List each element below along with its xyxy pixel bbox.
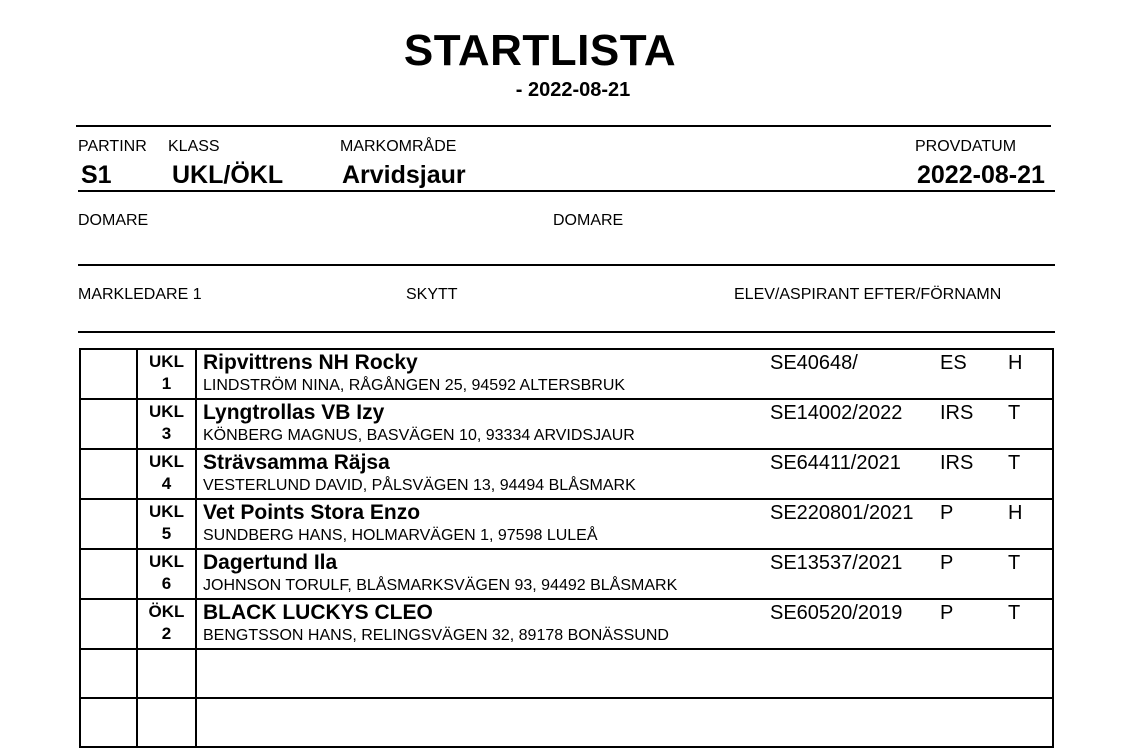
blank-cell: [80, 698, 137, 747]
registration-number: SE13537/2021: [770, 552, 903, 574]
sex-code: T: [1008, 602, 1021, 624]
domare-2-label: DOMARE: [553, 212, 624, 229]
owner-address: LINDSTRÖM NINA, RÅGÅNGEN 25, 94592 ALTERSBRUK: [203, 377, 626, 394]
sex-code: T: [1008, 552, 1021, 574]
dog-name: Lyngtrollas VB Izy: [203, 401, 385, 424]
dog-name: Strävsamma Räjsa: [203, 451, 390, 474]
markledare-signature-line: [78, 331, 1055, 333]
owner-address: VESTERLUND DAVID, PÅLSVÄGEN 13, 94494 BLÅSMARK: [203, 477, 636, 494]
elev-aspirant-label: ELEV/ASPIRANT EFTER/FÖRNAMN: [734, 286, 1002, 303]
blank-cell: [137, 649, 196, 698]
blank-cell: [196, 698, 1053, 747]
entry-klass: ÖKL: [148, 602, 185, 621]
skytt-label: SKYTT: [406, 286, 458, 303]
klass-cell: [137, 549, 196, 599]
klass-cell: [137, 599, 196, 649]
blank-cell: [137, 698, 196, 747]
registration-number: SE40648/: [770, 352, 858, 374]
entry-number: 3: [161, 424, 172, 443]
entry-cell: [196, 549, 1053, 599]
table-row: [80, 349, 1053, 399]
domare-signature-line: [78, 264, 1055, 266]
entry-klass: UKL: [149, 402, 184, 421]
markomrade-label: MARKOMRÅDE: [340, 138, 457, 155]
entry-klass: UKL: [149, 552, 184, 571]
klass-cell: [137, 499, 196, 549]
entry-cell: [196, 449, 1053, 499]
table-row: [80, 599, 1053, 649]
entry-number: 6: [161, 574, 172, 593]
markomrade-value: Arvidsjaur: [342, 161, 466, 189]
sex-code: H: [1008, 352, 1023, 374]
breed-code: P: [940, 602, 954, 624]
blank-cell: [80, 549, 137, 599]
blank-cell: [80, 599, 137, 649]
provdatum-label: PROVDATUM: [915, 138, 1017, 155]
sex-code: T: [1008, 402, 1021, 424]
entry-cell: [196, 599, 1053, 649]
entry-klass: UKL: [149, 352, 184, 371]
sex-code: T: [1008, 452, 1021, 474]
page-title: STARTLISTA: [403, 26, 677, 75]
partinr-value: S1: [81, 161, 112, 189]
provdatum-value: 2022-08-21: [917, 161, 1045, 189]
registration-number: SE14002/2022: [770, 402, 903, 424]
entry-cell: [196, 349, 1053, 399]
blank-cell: [80, 449, 137, 499]
table-row: [80, 449, 1053, 499]
owner-address: JOHNSON TORULF, BLÅSMARKSVÄGEN 93, 94492 BLÅSMARK: [203, 577, 678, 594]
breed-code: ES: [940, 352, 967, 374]
table-row-empty: [80, 698, 1053, 747]
startlist-table: [79, 348, 1054, 748]
entry-cell: [196, 399, 1053, 449]
entry-number: 4: [161, 474, 172, 493]
klass-cell: [137, 349, 196, 399]
breed-code: P: [940, 552, 954, 574]
klass-value: UKL/ÖKL: [172, 161, 284, 189]
registration-number: SE60520/2019: [770, 602, 903, 624]
markledare-label: MARKLEDARE 1: [78, 286, 202, 303]
blank-cell: [80, 499, 137, 549]
registration-number: SE220801/2021: [770, 502, 914, 524]
entry-number: 1: [161, 374, 172, 393]
klass-cell: [137, 399, 196, 449]
dog-name: Dagertund Ila: [203, 551, 338, 574]
table-row-empty: [80, 649, 1053, 698]
table-row: [80, 549, 1053, 599]
partinr-label: PARTINR: [78, 138, 147, 155]
klass-cell: [137, 449, 196, 499]
divider: [76, 125, 1051, 127]
page-subtitle-date: - 2022-08-21: [515, 79, 631, 101]
dog-name: Vet Points Stora Enzo: [203, 501, 421, 524]
dog-name: BLACK LUCKYS CLEO: [203, 601, 433, 624]
table-row: [80, 499, 1053, 549]
blank-cell: [80, 399, 137, 449]
owner-address: KÖNBERG MAGNUS, BASVÄGEN 10, 93334 ARVIDSJAUR: [203, 427, 635, 444]
breed-code: IRS: [940, 452, 974, 474]
sex-code: H: [1008, 502, 1023, 524]
blank-cell: [80, 349, 137, 399]
divider: [78, 190, 1055, 192]
entry-cell: [196, 499, 1053, 549]
breed-code: IRS: [940, 402, 974, 424]
breed-code: P: [940, 502, 954, 524]
blank-cell: [80, 649, 137, 698]
blank-cell: [196, 649, 1053, 698]
entry-klass: UKL: [149, 502, 184, 521]
owner-address: BENGTSSON HANS, RELINGSVÄGEN 32, 89178 BONÄSSUND: [203, 627, 669, 644]
owner-address: SUNDBERG HANS, HOLMARVÄGEN 1, 97598 LULEÅ: [203, 527, 598, 544]
entry-number: 2: [161, 624, 172, 643]
domare-1-label: DOMARE: [78, 212, 149, 229]
table-row: [80, 399, 1053, 449]
registration-number: SE64411/2021: [770, 452, 901, 474]
klass-label: KLASS: [168, 138, 220, 155]
entry-number: 5: [161, 524, 172, 543]
entry-klass: UKL: [149, 452, 184, 471]
dog-name: Ripvittrens NH Rocky: [203, 351, 418, 374]
